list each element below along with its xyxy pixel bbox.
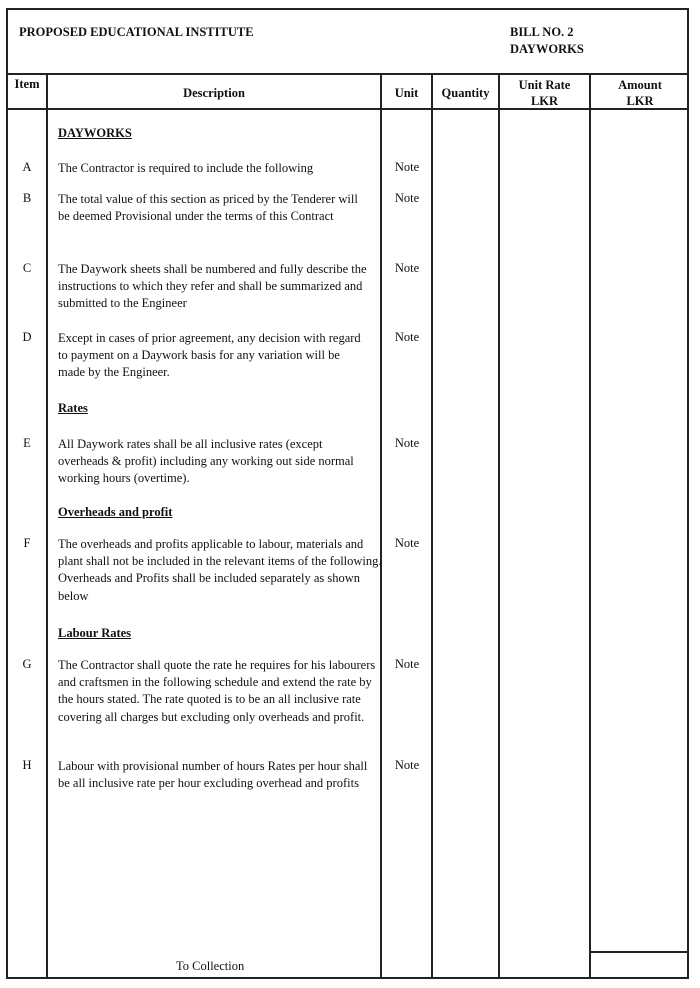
section-heading-dayworks: DAYWORKS (58, 126, 132, 140)
row-unit-a: Note (394, 160, 420, 174)
section-heading-overheads: Overheads and profit (58, 505, 173, 519)
row-description-g: The Contractor shall quote the rate he requires for his labourers and craftsmen in the following schedule and extend the rate by the hours stated. The rate quoted is to be an all inclusive rate covering all charges but excluding only overheads and profit. (58, 658, 376, 724)
header-divider (6, 73, 689, 75)
col-rule-quantity (498, 73, 500, 979)
section-heading-labour-rates: Labour Rates (58, 626, 132, 640)
col-rule-unit-rate (589, 73, 591, 979)
row-description-a: The Contractor is required to include the following (58, 161, 314, 175)
row-description-e: All Daywork rates shall be all inclusive rates (except overheads & profit) including any working out side normal working hours (overtime). (58, 437, 354, 486)
page-frame (6, 8, 689, 979)
col-header-unit: Unit (394, 86, 419, 100)
row-unit-e: Note (394, 436, 420, 450)
row-unit-h: Note (394, 758, 420, 772)
row-description-d: Except in cases of prior agreement, any decision with regard to payment on a Daywork basis for any variation will be made by the Engineer. (58, 331, 361, 380)
amount-label: Amount (618, 78, 662, 92)
col-rule-item (46, 73, 48, 979)
row-unit-d: Note (394, 330, 420, 344)
unit-rate-currency: LKR (530, 94, 559, 108)
to-collection-label: To Collection (176, 959, 245, 973)
row-item-f: F (23, 536, 31, 550)
row-unit-c: Note (394, 261, 420, 275)
row-description-b: The total value of this section as priced by the Tenderer will be deemed Provisional under the terms of this Contract (58, 192, 358, 224)
row-description-c: The Daywork sheets shall be numbered and fully describe the instructions to which they refer and shall be summarized and submitted to the Engineer (58, 262, 367, 311)
row-item-c: C (22, 261, 32, 275)
row-description-h: Labour with provisional number of hours Rates per hour shall be all inclusive rate per hour excluding overhead and profits (58, 759, 368, 791)
project-title: PROPOSED EDUCATIONAL INSTITUTE (19, 25, 254, 39)
bill-name: DAYWORKS (510, 42, 584, 56)
row-item-e: E (23, 436, 31, 450)
row-item-b: B (22, 191, 32, 205)
row-unit-b: Note (394, 191, 420, 205)
col-header-item: Item (14, 77, 40, 91)
amount-currency: LKR (626, 94, 654, 108)
row-item-g: G (22, 657, 32, 671)
row-unit-f: Note (394, 536, 420, 550)
row-item-d: D (22, 330, 32, 344)
col-rule-unit (431, 73, 433, 979)
col-header-quantity: Quantity (441, 86, 490, 100)
bill-number: BILL NO. 2 (510, 25, 574, 39)
col-header-description: Description (183, 86, 245, 100)
unit-rate-label: Unit Rate (518, 78, 571, 92)
row-description-f: The overheads and profits applicable to labour, materials and plant shall not be included in the relevant items of the following. Overheads and Profits shall be included separately as shown below (58, 537, 382, 603)
amount-total-line (589, 951, 689, 953)
row-unit-g: Note (394, 657, 420, 671)
section-heading-rates: Rates (58, 401, 88, 415)
row-item-a: A (22, 160, 32, 174)
col-header-amount (591, 77, 689, 109)
col-rule-description (380, 73, 382, 979)
row-item-h: H (22, 758, 32, 772)
col-header-unit-rate (500, 77, 589, 109)
